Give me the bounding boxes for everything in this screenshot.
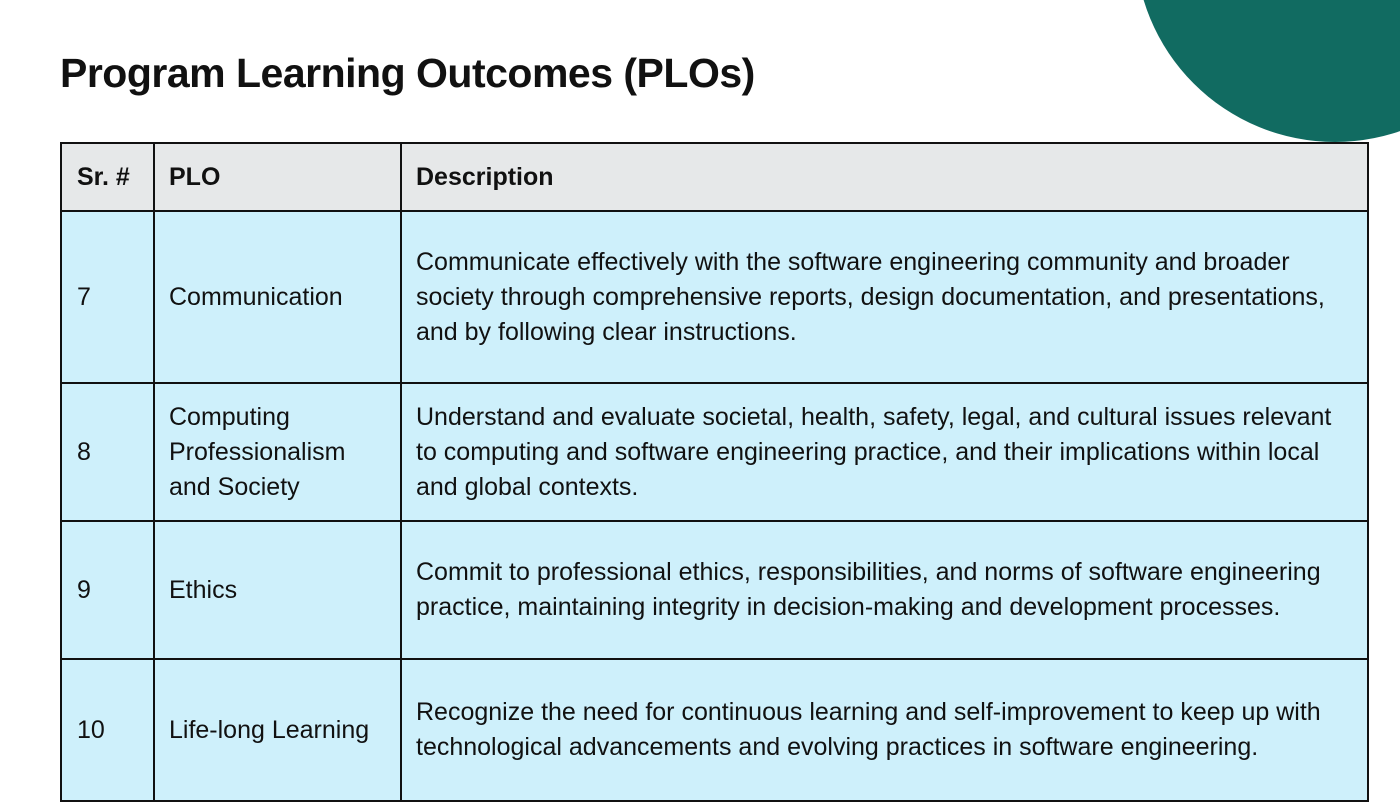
table-row (61, 383, 1368, 521)
cell-sr: 8 (61, 383, 154, 521)
decorative-circle (1135, 0, 1400, 142)
table-row (61, 659, 1368, 801)
cell-plo: Life-long Learning (154, 659, 401, 801)
table-row (61, 521, 1368, 659)
cell-description: Understand and evaluate societal, health, safety, legal, and cultural issues relevant to computing and software engineering practice, and their implications within local and global contexts. (401, 383, 1368, 521)
cell-sr: 9 (61, 521, 154, 659)
cell-plo: Computing Professionalism and Society (154, 383, 401, 521)
cell-description: Recognize the need for continuous learning and self-improvement to keep up with technological advancements and evolving practices in software engineering. (401, 659, 1368, 801)
plo-table (60, 142, 1369, 802)
cell-description: Commit to professional ethics, responsibilities, and norms of software engineering practice, maintaining integrity in decision-making and development processes. (401, 521, 1368, 659)
table-row (61, 211, 1368, 383)
table-header-row (61, 143, 1368, 211)
cell-sr: 7 (61, 211, 154, 383)
header-plo: PLO (154, 143, 401, 211)
cell-plo: Communication (154, 211, 401, 383)
page-title: Program Learning Outcomes (PLOs) (60, 50, 755, 96)
cell-plo: Ethics (154, 521, 401, 659)
cell-description: Communicate effectively with the software engineering community and broader society through comprehensive reports, design documentation, and presentations, and by following clear instructions. (401, 211, 1368, 383)
header-description: Description (401, 143, 1368, 211)
header-sr: Sr. # (61, 143, 154, 211)
cell-sr: 10 (61, 659, 154, 801)
